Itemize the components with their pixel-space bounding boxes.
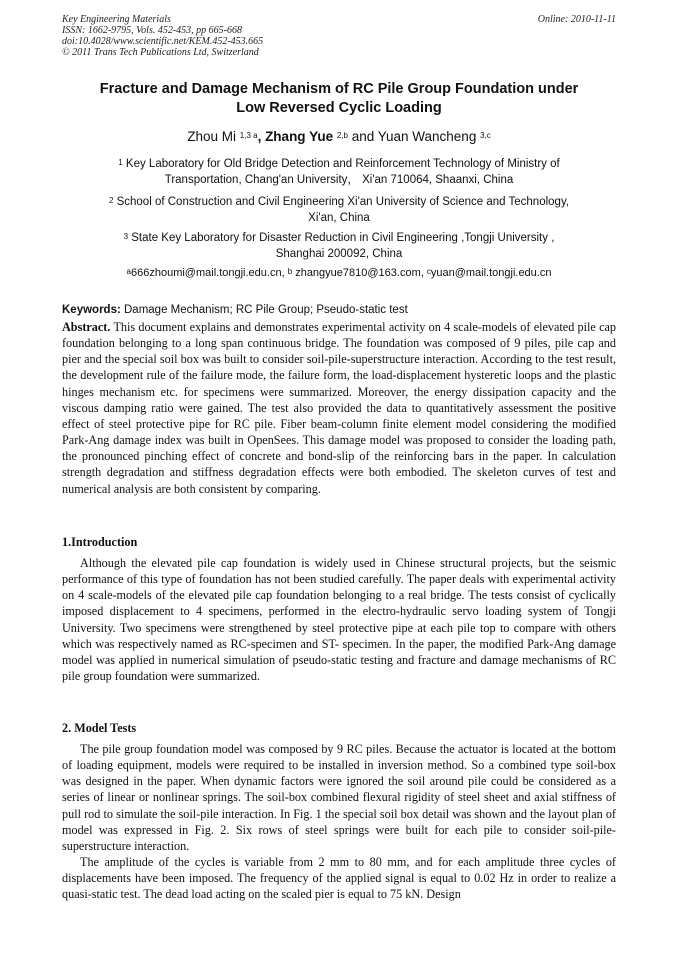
abstract-label: Abstract. — [62, 320, 111, 334]
affiliation-1 — [62, 156, 616, 188]
affiliation-1-sup: 1 — [118, 158, 123, 167]
affiliation-2 — [62, 194, 616, 226]
section-2-heading: 2. Model Tests — [62, 721, 137, 735]
affiliation-3-line-1: State Key Laboratory for Disaster Reduction in Civil Engineering ,Tongji University , — [131, 232, 555, 244]
section-1-heading: 1.Introduction — [62, 535, 138, 549]
abstract — [62, 319, 616, 497]
section-2-body — [62, 741, 616, 903]
affiliation-2-line-1: School of Construction and Civil Engineering Xi'an University of Science and Technology, — [116, 196, 570, 208]
email-list — [62, 266, 616, 280]
paper-title — [62, 80, 616, 118]
author-1: Zhou Mi — [187, 129, 240, 144]
author-list — [62, 128, 616, 146]
author-separator-1: , Zhang Yue — [257, 129, 337, 144]
email-c: yuan@mail.tongji.edu.cn — [430, 267, 552, 279]
abstract-text: This document explains and demonstrates experimental activity on 4 scale-models of elevated pile cap foundation belonging to a long span continuous bridge. The foundation was composed of 9 piles, pile cap and pier and the special soil box was built to consider soil-pile-superstructure interaction. According to the test result, the development rule of the failure mode, the failure form, the load-displacement hysteretic loops and the plastic hinges mechanism etc. for specimens were summarized. Moreover, the energy dissipation capacity and the viscous damping ratio were gained. The test also provided the data to quantitatively assessment the positive effect of steel protective pipe for RC pile. Fiber beam-column finite element model considering the modified Park-Ang damage index was built in OpenSees. This damage model was proposed to consider the loading path, the pronounced pinching effect of concrete and bond-slip of the reinforcing bars in the paper. In calculation strength degradation and stiffness degradation effects were both embodied. The skeleton curves of test and numerical analysis are both consistent by comparing. — [62, 320, 616, 496]
affiliation-2-sup: 2 — [108, 196, 114, 205]
email-b: zhangyue7810@163.com, — [292, 267, 427, 279]
email-b-sup: b — [287, 267, 293, 276]
online-date: Online: 2010-11-11 — [537, 14, 616, 25]
running-header — [62, 14, 616, 58]
doi: doi:10.4028/www.scientific.net/KEM.452-453.665 — [62, 36, 264, 47]
issn: ISSN: 1662-9795, Vols. 452-453, pp 665-668 — [62, 25, 242, 36]
title-line-1: Fracture and Damage Mechanism of RC Pile Group Foundation under — [99, 81, 579, 97]
keywords — [62, 303, 616, 318]
title-line-2: Low Reversed Cyclic Loading — [236, 100, 442, 116]
journal-name: Key Engineering Materials — [62, 14, 171, 25]
section-1-body — [62, 555, 616, 684]
section-1-paragraph: Although the elevated pile cap foundation is widely used in Chinese structural projects, but the seismic performance of this type of foundation has not been studied carefully. The paper deals with experimental activity on 4 scale-models of the elevated pile cap foundation belonging to a real bridge. The tests consist of cyclically imposed displacement to 4 specimens, performed in the electro-hydraulic servo loading system of Tongji University. Two specimens were strengthened by steel protective pipe at each pile top to compare with others which was respectively named as RC-specimen and ST- specimen. In the paper, the modified Park-Ang damage model was applied in numerical simulation of pseudo-static testing and fracture and damage mechanisms of RC pile group foundation were summarized. — [62, 556, 616, 684]
affiliation-3-line-2: Shanghai 200092, China — [275, 248, 403, 260]
email-a-sup: a — [126, 267, 131, 276]
keywords-text: Damage Mechanism; RC Pile Group; Pseudo-static test — [120, 304, 408, 316]
affiliation-1-line-1: Key Laboratory for Old Bridge Detection and Reinforcement Technology of Ministry of — [125, 158, 560, 170]
author-3-sup: 3,c — [480, 131, 491, 140]
author-2-sup: 2,b — [336, 131, 348, 140]
affiliation-3 — [62, 230, 616, 262]
author-separator-2: and Yuan Wancheng — [347, 129, 481, 144]
affiliation-1-line-2: Transportation, Chang'an University， Xi'an 710064, Shaanxi, China — [164, 174, 514, 186]
copyright: © 2011 Trans Tech Publications Ltd, Switzerland — [62, 47, 259, 58]
author-1-sup: 1,3 a — [239, 131, 258, 140]
email-a: 666zhoumi@mail.tongji.edu.cn, — [130, 267, 288, 279]
affiliation-3-sup: 3 — [123, 232, 129, 241]
section-2-paragraph-2: The amplitude of the cycles is variable from 2 mm to 80 mm, and for each amplitude three cycles of displacements have been imposed. The frequency of the applied signal is equal to 0.02 Hz in order to realize a quasi-static test. The dead load acting on the scaled pier is equal to 75 kN. Design — [62, 855, 616, 902]
journal-info — [62, 14, 616, 58]
section-2-paragraph-1: The pile group foundation model was composed by 9 RC piles. Because the actuator is located at the bottom of loading equipment, models were required to be installed in inversion method. So a combined type soil-box was designed in the paper. When dynamic factors were ignored the soil around pile could be considered as a series of linear or nonlinear springs. The soil-box combined flexural rigidity of steel sheet and axial stiffness of pull rod to simulate the soil-pile interaction. In Fig. 1 the special soil box detail was shown and the layout plan of model was expressed in Fig. 2. Six rows of steel springs were built for each pile to consider soil-pile-superstructure interaction. — [62, 742, 616, 853]
keywords-label: Keywords: — [62, 304, 121, 316]
affiliation-2-line-2: Xi'an, China — [308, 212, 370, 224]
email-c-sup: c — [426, 267, 431, 276]
